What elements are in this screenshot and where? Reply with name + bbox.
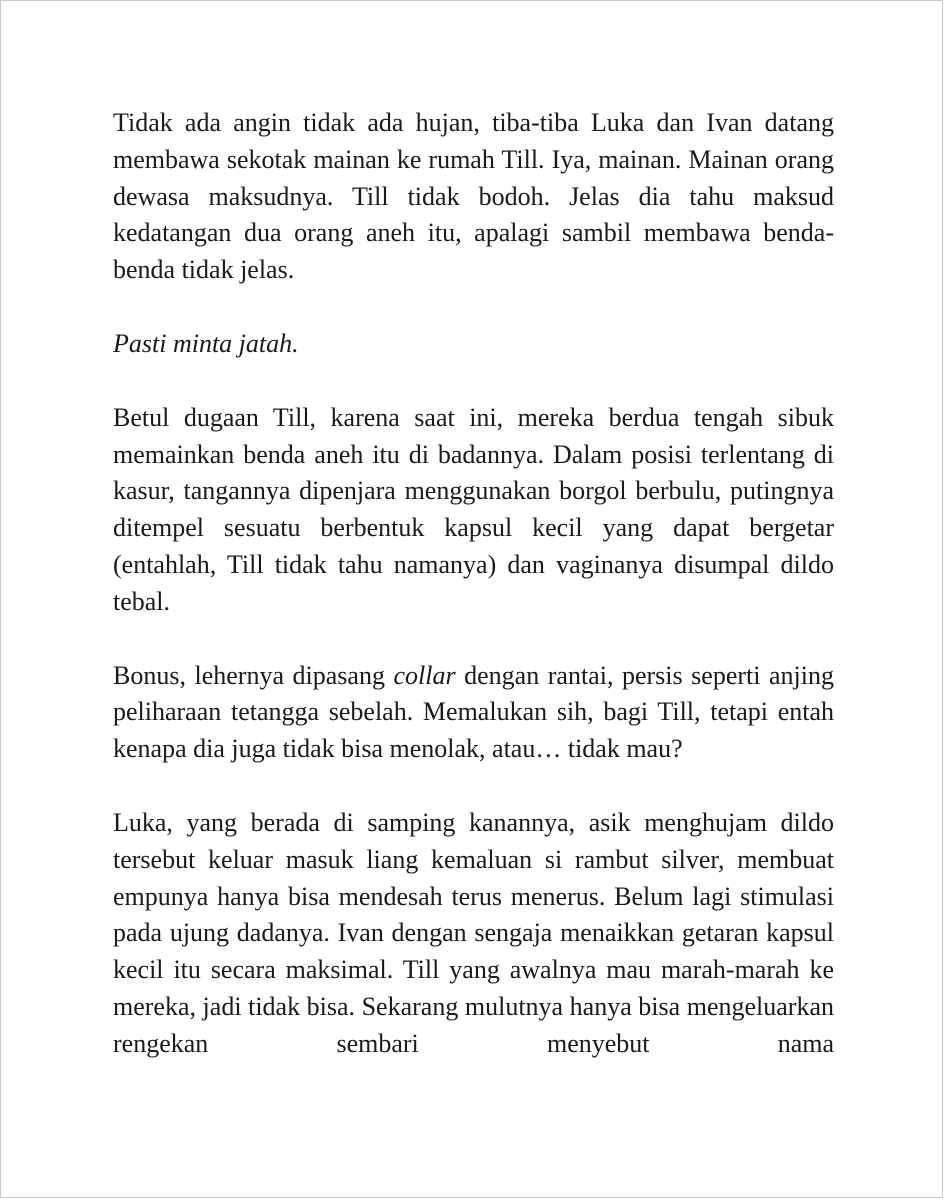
- paragraph-4-italic-word: collar: [393, 660, 456, 690]
- document-body: [113, 105, 834, 1100]
- paragraph-3: Betul dugaan Till, karena saat ini, mereka berdua tengah sibuk memainkan benda aneh itu di badannya. Dalam posisi terlentang di kasur, tangannya dipenjara menggunakan borgol berbulu, putingnya ditempel sesuatu berbentuk kapsul kecil yang dapat bergetar (entahlah, Till tidak tahu namanya) dan vaginanya disumpal dildo tebal.: [113, 402, 834, 616]
- paragraph-5: Luka, yang berada di samping kanannya, asik menghujam dildo tersebut keluar masuk liang kemaluan si rambut silver, membuat empunya hanya bisa mendesah terus menerus. Belum lagi stimulasi pada ujung dadanya. Ivan dengan sengaja menaikkan getaran kapsul kecil itu secara maksimal. Till yang awalnya mau marah-marah ke mereka, jadi tidak bisa. Sekarang mulutnya hanya bisa mengeluarkan rengekan sembari menyebut nama: [113, 807, 834, 1058]
- paragraph-4-text-before: Bonus, lehernya dipasang: [113, 660, 394, 690]
- paragraph-1: Tidak ada angin tidak ada hujan, tiba-tiba Luka dan Ivan datang membawa sekotak mainan ke rumah Till. Iya, mainan. Mainan orang dewasa maksudnya. Till tidak bodoh. Jelas dia tahu maksud kedatangan dua orang aneh itu, apalagi sambil membawa benda-benda tidak jelas.: [113, 108, 834, 285]
- paragraph-4-text-after: dengan rantai, persis seperti anjing peliharaan tetangga sebelah. Memalukan sih, bagi Till, tetapi entah kenapa dia juga tidak bisa menolak, atau… tidak mau?: [113, 660, 834, 764]
- paragraph-4: [113, 658, 834, 768]
- paragraph-2-italic-thought: Pasti minta jatah.: [113, 328, 299, 358]
